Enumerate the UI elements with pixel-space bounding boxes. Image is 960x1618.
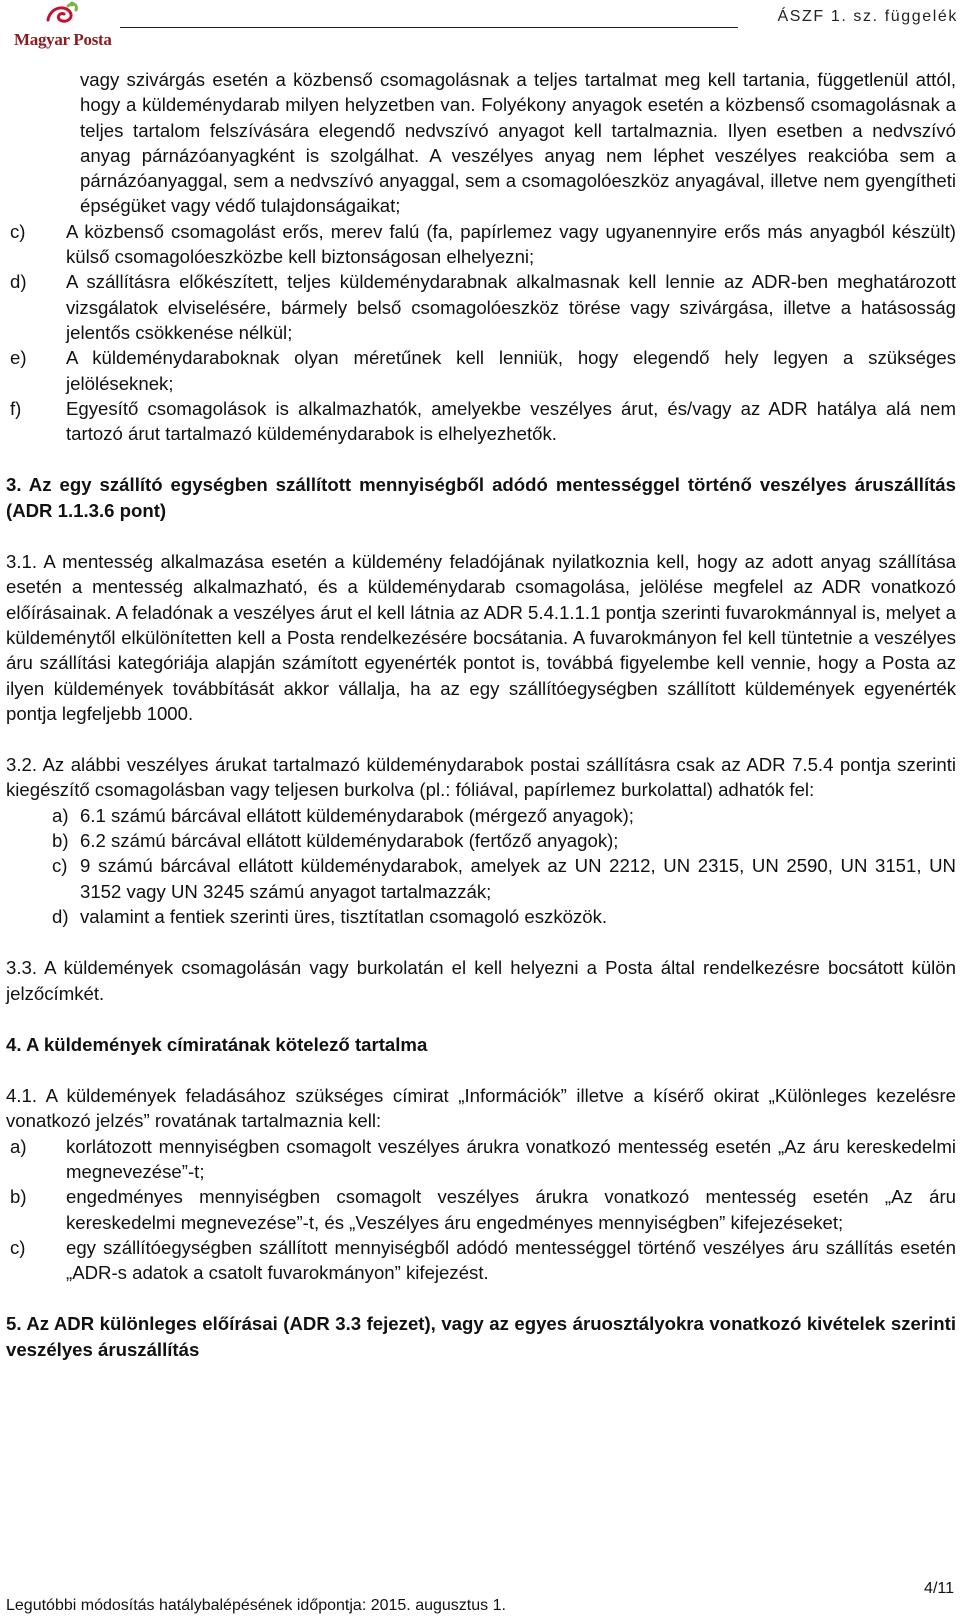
document-body xyxy=(6,67,956,1362)
list-label: c) xyxy=(52,855,68,877)
paragraph-3-3: 3.3. A küldemények csomagolásán vagy burkolatán el kell helyezni a Posta által rendelkezésre bocsátott külön jelzőcímkét. xyxy=(6,957,956,1004)
posthorn-icon xyxy=(42,0,82,32)
list-label: c) xyxy=(10,220,26,242)
list-label: d) xyxy=(10,271,27,293)
list-item xyxy=(6,269,956,345)
section-heading-5: 5. Az ADR különleges előírásai (ADR 3.3 fejezet), vagy az egyes áruosztályokra vonatkozó kivételek szerinti veszélyes áruszállítás xyxy=(6,1313,956,1360)
list-item xyxy=(6,803,956,828)
list-text: Egyesítő csomagolások is alkalmazhatók, amelyekbe veszélyes árut, és/vagy az ADR hatálya alá nem tartozó árut tartalmazó küldeménydarabok is elhelyezhetők. xyxy=(66,397,956,445)
magyar-posta-logo xyxy=(8,0,112,58)
page-number: 4/11 xyxy=(924,1580,954,1597)
header-rule xyxy=(120,27,738,28)
paragraph-3-1: 3.1. A mentesség alkalmazása esetén a küldemény feladójának nyilatkoznia kell, hogy az adott anyag szállítása esetén a mentesség alkalmazható, és a küldeménydarab csomagolása, jelölése megfelel az ADR vonatkozó előírásainak. A feladónak a veszélyes árut el kell látnia az ADR 5.4.1.1.1 pontja szerinti fuvarokmánnyal is, melyet a küldeménytől elkülönítetten kell a Posta rendelkezésére bocsátania. A fuvarokmányon fel kell tüntetnie a veszélyes áru szállítási kategóriája alapján számított egyenérték pontot is, továbbá figyelembe kell vennie, hogy a Posta az ilyen küldemények továbbítását akkor vállalja, ha az egy szállítóegységben szállított küldemények egyenérték pontja legfeljebb 1000. xyxy=(6,551,956,724)
list-label: b) xyxy=(52,830,69,852)
list-item xyxy=(6,853,956,904)
doc-title: ÁSZF 1. sz. függelék xyxy=(777,8,958,25)
list-item xyxy=(6,1134,956,1185)
paragraph-continued: vagy szivárgás esetén a közbenső csomagolásnak a teljes tartalmat meg kell tartania, függetlenül attól, hogy a küldeménydarab milyen helyzetben van. Folyékony anyagok esetén a közbenső csomagolásnak a teljes tartalom felszívására elegendő nedvszívó anyagot kell tartalmaznia. Ilyen esetben a nedvszívó anyag párnázóanyagként is szolgálhat. A veszélyes anyag nem léphet veszélyes reakcióba sem a párnázóanyaggal, sem a nedvszívó anyaggal, sem a csomagolóeszköz anyagával, illetve nem gyengítheti épségüket vagy védő tulajdonságaikat; xyxy=(80,69,956,217)
list-text: egy szállítóegységben szállított mennyiségből adódó mentességgel történő veszélyes áru szállítás esetén „ADR-s adatok a csatolt fuvarokmányon” kifejezést. xyxy=(66,1236,956,1284)
logo-text: Magyar Posta xyxy=(14,30,112,49)
list-text: A küldeménydaraboknak olyan méretűnek kell lenniük, hogy elegendő hely legyen a szükséges jelöléseknek; xyxy=(66,347,956,394)
section-heading-3: 3. Az egy szállító egységben szállított mennyiségből adódó mentességgel történő veszélyes áruszállítás (ADR 1.1.3.6 pont) xyxy=(6,474,956,521)
list-text: A közbenső csomagolást erős, merev falú (fa, papírlemez vagy ugyanennyire erős más anyagból készült) külső csomagolóeszközbe kell biztonságosan elhelyezni; xyxy=(66,220,956,268)
list-text: korlátozott mennyiségben csomagolt veszélyes árukra vonatkozó mentesség esetén „Az áru kereskedelmi megnevezése”-t; xyxy=(66,1135,956,1182)
section-heading-4: 4. A küldemények címiratának kötelező tartalma xyxy=(6,1033,428,1055)
list-item xyxy=(6,396,956,447)
list-text: valamint a fentiek szerinti üres, tisztítatlan csomagoló eszközök. xyxy=(80,905,608,927)
list-item xyxy=(6,1235,956,1286)
list-label: a) xyxy=(52,804,69,826)
list-item xyxy=(6,828,956,853)
list-item xyxy=(6,904,956,929)
list-text: A szállításra előkészített, teljes küldeménydarabnak alkalmasnak kell lennie az ADR-ben meghatározott vizsgálatok elviselésére, bármely belső csomagolóeszköz törése vagy szivárgása, illetve a hatásosság jelentős csökkenése nélkül; xyxy=(66,271,956,343)
list-4-1 xyxy=(6,1134,956,1286)
list-label: e) xyxy=(10,347,27,369)
list-label: a) xyxy=(10,1135,27,1157)
paragraph-3-2: 3.2. Az alábbi veszélyes árukat tartalmazó küldeménydarabok postai szállításra csak az ADR 7.5.4 pontja szerinti kiegészítő csomagolásban vagy teljesen burkolva (pl.: fóliával, papírlemez burkolattal) adhatók fel: xyxy=(6,754,956,801)
list-label: d) xyxy=(52,905,69,927)
list-text: 6.2 számú bárcával ellátott küldeménydarabok (fertőző anyagok); xyxy=(80,830,619,852)
list-item xyxy=(6,345,956,396)
list-item xyxy=(6,219,956,270)
list-label: b) xyxy=(10,1186,27,1208)
footer-text: Legutóbbi módosítás hatálybalépésének időpontja: 2015. augusztus 1. xyxy=(6,1597,506,1614)
list-label: c) xyxy=(10,1236,26,1258)
paragraph-4-1: 4.1. A küldemények feladásához szükséges címirat „Információk” illetve a kísérő okirat „Különleges kezelésre vonatkozó jelzés” rovatának tartalmaznia kell: xyxy=(6,1085,956,1132)
list-requirements xyxy=(6,219,956,447)
list-text: engedményes mennyiségben csomagolt veszélyes árukra vonatkozó mentesség esetén „Az áru kereskedelmi megnevezése”-t, és „Veszélyes áru engedményes mennyiségben” kifejezéseket; xyxy=(66,1186,956,1233)
list-item xyxy=(6,1184,956,1235)
list-text: 9 számú bárcával ellátott küldeménydarabok, amelyek az UN 2212, UN 2315, UN 2590, UN 3151, UN 3152 vagy UN 3245 számú anyagot tartalmazzák; xyxy=(80,855,956,902)
list-label: f) xyxy=(10,397,22,419)
list-text: 6.1 számú bárcával ellátott küldeménydarabok (mérgező anyagok); xyxy=(80,804,634,826)
list-3-2 xyxy=(6,803,956,929)
